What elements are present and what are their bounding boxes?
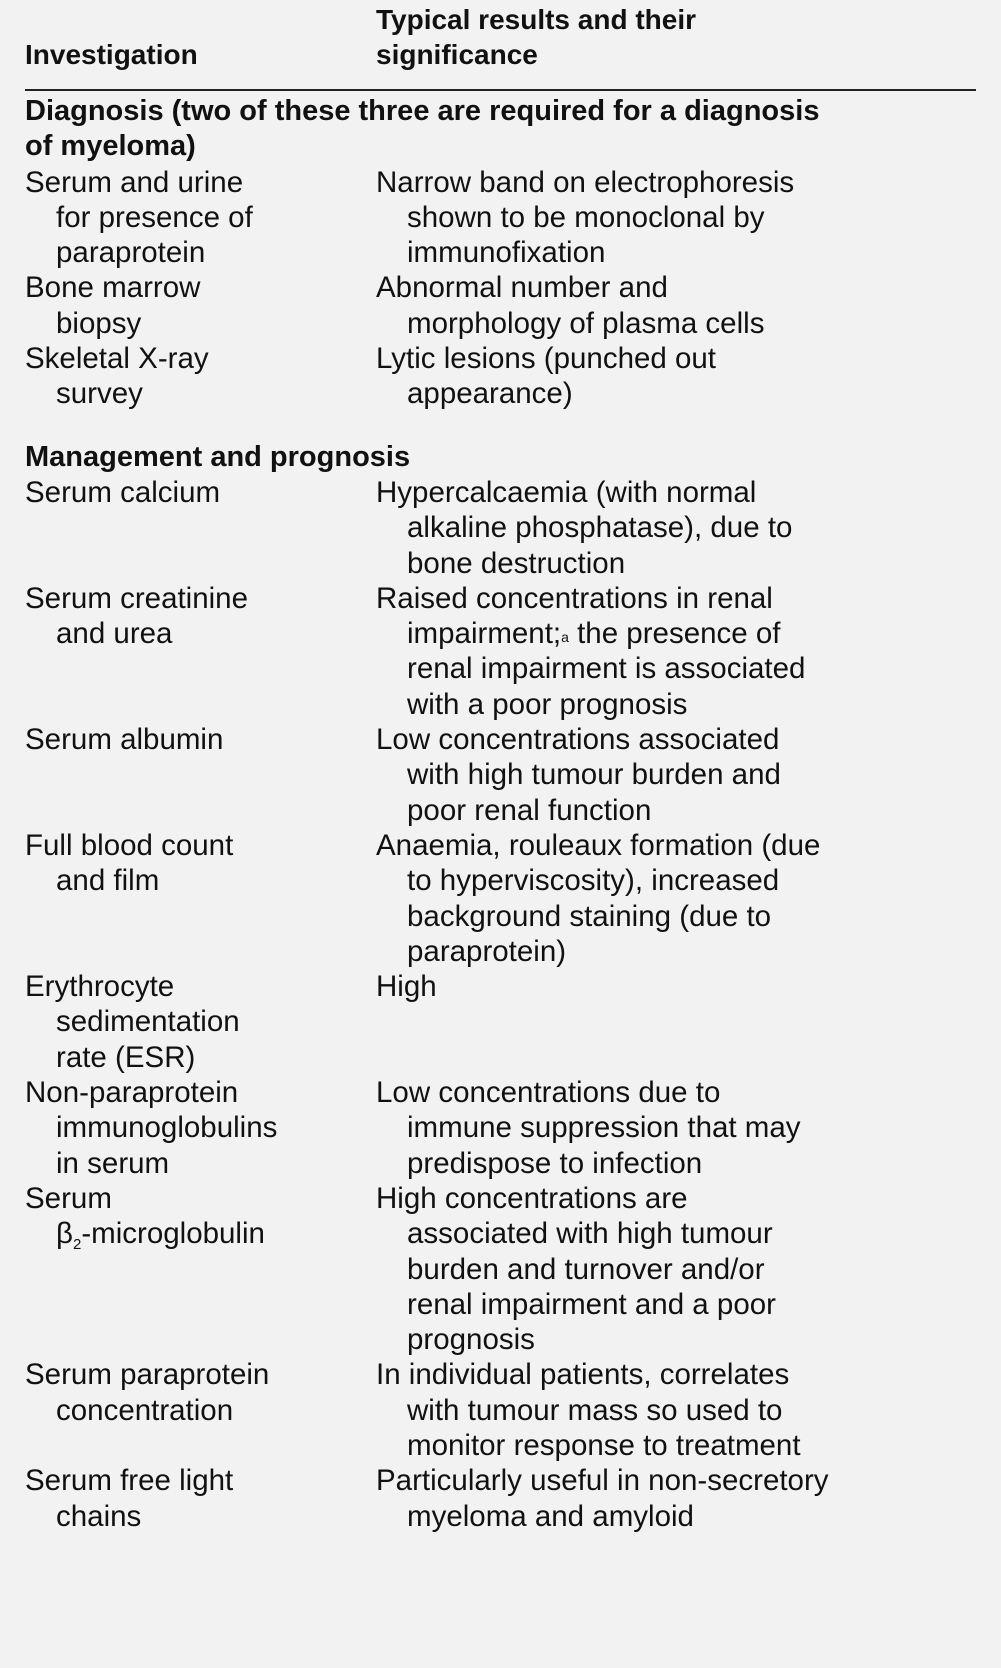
cell-line: morphology of plasma cells [407, 306, 765, 340]
cell-line: immunofixation [407, 236, 606, 270]
cell-line: Bone marrow [25, 271, 201, 305]
cell-line: Serum calcium [25, 475, 221, 509]
result-cell [376, 475, 985, 581]
section-heading [25, 94, 985, 165]
table-row [25, 581, 985, 722]
cell-line: burden and turnover and/or [407, 1252, 765, 1286]
cell-line: Anaemia, rouleaux formation (due [376, 828, 821, 862]
cell-line: High concentrations are [376, 1181, 688, 1215]
table-row [25, 1075, 985, 1181]
table-row [25, 270, 985, 341]
cell-line: renal impairment is associated [407, 652, 806, 686]
header-rule [25, 89, 976, 91]
cell-line: chains [56, 1499, 142, 1533]
cell-line: monitor response to treatment [407, 1428, 801, 1462]
cell-line: concentration [56, 1393, 234, 1427]
cell-line: In individual patients, correlates [376, 1358, 790, 1392]
cell-line: biopsy [56, 306, 142, 340]
cell-line: Serum creatinine [25, 581, 248, 615]
cell-line: $\beta_2$-microglobulin [56, 1217, 265, 1254]
cell-line: Low concentrations due to [376, 1076, 721, 1110]
investigation-cell [25, 1463, 376, 1534]
result-cell [376, 1357, 985, 1463]
cell-line: Serum free light [25, 1464, 234, 1498]
cell-line: in serum [56, 1146, 170, 1180]
investigation-cell [25, 270, 376, 341]
result-cell [376, 1075, 985, 1181]
header-investigation: Investigation [25, 39, 198, 70]
cell-line: predispose to infection [407, 1146, 703, 1180]
table-row [25, 475, 985, 581]
cell-line: bone destruction [407, 546, 626, 580]
table-body [25, 94, 985, 1534]
cell-line: for presence of [56, 200, 253, 234]
cell-line: Serum paraprotein [25, 1358, 270, 1392]
cell-line: with tumour mass so used to [407, 1393, 783, 1427]
cell-line: with high tumour burden and [407, 758, 781, 792]
investigation-cell [25, 475, 376, 581]
cell-line: associated with high tumour [407, 1217, 773, 1251]
table-row [25, 969, 985, 1075]
investigation-cell [25, 969, 376, 1075]
section-spacer [25, 412, 985, 440]
cell-line: paraprotein [56, 236, 206, 270]
cell-line: Serum and urine [25, 165, 244, 199]
cell-line: Lytic lesions (punched out [376, 342, 716, 376]
result-cell [376, 1463, 985, 1534]
cell-line: rate (ESR) [56, 1040, 196, 1074]
cell-line: Hypercalcaemia (with normal [376, 475, 757, 509]
cell-line: immune suppression that may [407, 1111, 801, 1145]
header-results-line: Typical results and their [376, 4, 697, 35]
cell-line: Skeletal X-ray [25, 342, 209, 376]
cell-line: High [376, 970, 437, 1004]
investigation-cell [25, 722, 376, 828]
subscript: 2 [72, 1236, 82, 1254]
cell-line: Particularly useful in non-secretory [376, 1464, 829, 1498]
cell-line: Abnormal number and [376, 271, 668, 305]
cell-line: renal impairment and a poor [407, 1287, 776, 1321]
investigation-cell [25, 1181, 376, 1357]
investigation-cell [25, 1357, 376, 1463]
section-heading-line: Diagnosis (two of these three are required for a diagnosis [25, 95, 820, 127]
cell-line: shown to be monoclonal by [407, 200, 765, 234]
result-cell [376, 165, 985, 271]
cell-line: Serum albumin [25, 723, 224, 757]
result-cell [376, 341, 985, 412]
result-cell [376, 270, 985, 341]
table-row [25, 1181, 985, 1357]
table-row [25, 165, 985, 271]
footnote-marker: a [561, 629, 569, 646]
cell-line: myeloma and amyloid [407, 1499, 694, 1533]
cell-line: appearance) [407, 377, 573, 411]
investigation-cell [25, 581, 376, 722]
section-heading [25, 440, 985, 475]
result-cell [376, 828, 985, 969]
section-heading-line: Management and prognosis [25, 440, 411, 473]
cell-line: prognosis [407, 1323, 535, 1357]
cell-line: Serum [25, 1181, 112, 1215]
cell-line: impairment;$^a$ the presence of [407, 617, 781, 651]
cell-line: Full blood count [25, 828, 234, 862]
table-row [25, 1357, 985, 1463]
cell-line: poor renal function [407, 793, 652, 827]
section-heading-line: of myeloma) [25, 130, 196, 163]
cell-line: Low concentrations associated [376, 723, 780, 757]
cell-line: Non-paraprotein [25, 1076, 239, 1110]
cell-line: alkaline phosphatase), due to [407, 511, 793, 545]
header-results-line: significance [376, 39, 538, 70]
investigation-cell [25, 828, 376, 969]
table-row [25, 722, 985, 828]
table-row [25, 341, 985, 412]
cell-line: with a poor prognosis [407, 687, 688, 721]
cell-line: to hyperviscosity), increased [407, 864, 780, 898]
result-cell [376, 581, 985, 722]
table-row [25, 1463, 985, 1534]
cell-line: and urea [56, 617, 173, 651]
investigation-cell [25, 1075, 376, 1181]
cell-line: sedimentation [56, 1005, 240, 1039]
cell-line: Narrow band on electrophoresis [376, 165, 795, 199]
cell-line: Raised concentrations in renal [376, 581, 773, 615]
cell-line: paraprotein) [407, 934, 567, 968]
cell-line: background staining (due to [407, 899, 772, 933]
result-cell [376, 722, 985, 828]
cell-line: survey [56, 377, 143, 411]
header-results [376, 2, 696, 72]
cell-line: and film [56, 864, 160, 898]
result-cell [376, 1181, 985, 1357]
cell-line: Erythrocyte [25, 970, 175, 1004]
investigation-cell [25, 341, 376, 412]
cell-line: immunoglobulins [56, 1111, 278, 1145]
result-cell [376, 969, 985, 1075]
investigation-cell [25, 165, 376, 271]
table-row [25, 828, 985, 969]
